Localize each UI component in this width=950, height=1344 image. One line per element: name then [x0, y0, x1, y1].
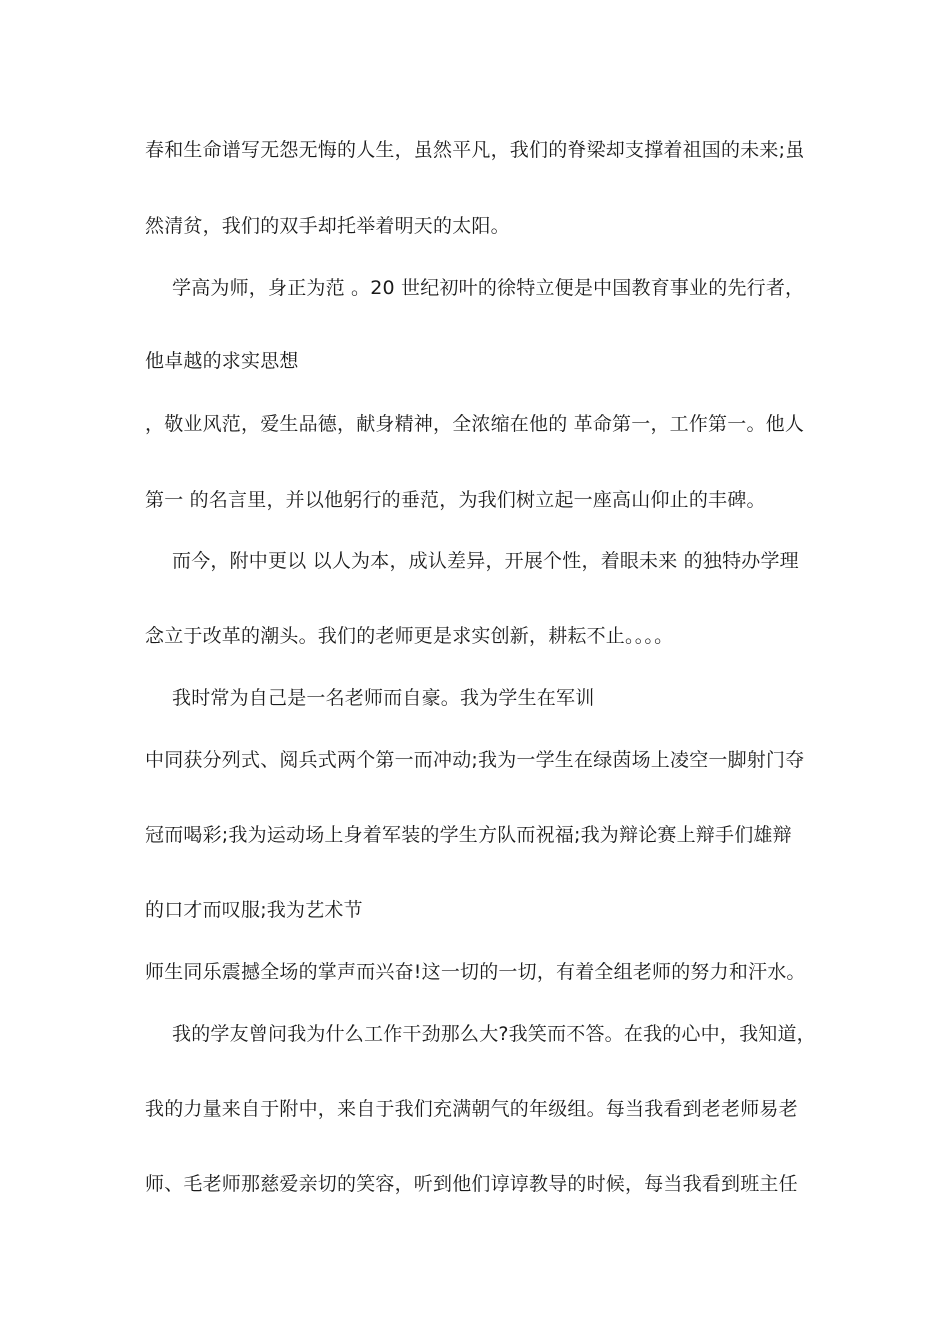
text-line: 我时常为自己是一名老师而自豪。我为学生在军训: [172, 687, 595, 709]
text-line: 春和生命谱写无怨无悔的人生，虽然平凡，我们的脊梁却支撑着祖国的未来;虽: [145, 139, 805, 161]
text-line: 师生同乐震撼全场的掌声而兴奋!这一切的一切，有着全组老师的努力和汗水。: [145, 961, 806, 983]
text-line: 然清贫，我们的双手却托举着明天的太阳。: [145, 215, 510, 237]
text-line: 我的力量来自于附中，来自于我们充满朝气的年级组。每当我看到老老师易老: [145, 1098, 798, 1120]
text-line: 念立于改革的潮头。我们的老师更是求实创新，耕耘不止。。。。: [145, 625, 674, 647]
text-line: 他卓越的求实思想: [145, 350, 299, 372]
text-line: 而今，附中更以 以人为本，成认差异，开展个性，着眼未来 的独特办学理: [172, 550, 799, 572]
text-line: ，敬业风范，爱生品德，献身精神，全浓缩在他的 革命第一，工作第一。他人: [145, 413, 805, 435]
text-line: 学高为师，身正为范 。20 世纪初叶的徐特立便是中国教育事业的先行者，: [172, 277, 805, 299]
text-line: 师、毛老师那慈爱亲切的笑容，听到他们谆谆教导的时候，每当我看到班主任: [145, 1173, 798, 1195]
text-line: 我的学友曾问我为什么工作干劲那么大?我笑而不答。在我的心中，我知道，: [172, 1023, 816, 1045]
text-line: 第一 的名言里，并以他躬行的垂范，为我们树立起一座高山仰止的丰碑。: [145, 489, 766, 511]
text-line: 中同获分列式、阅兵式两个第一而冲动;我为一学生在绿茵场上凌空一脚射门夺: [145, 749, 805, 771]
text-line: 冠而喝彩;我为运动场上身着军装的学生方队而祝福;我为辩论赛上辩手们雄辩: [145, 824, 792, 846]
text-line: 的口才而叹服;我为艺术节: [145, 899, 363, 921]
